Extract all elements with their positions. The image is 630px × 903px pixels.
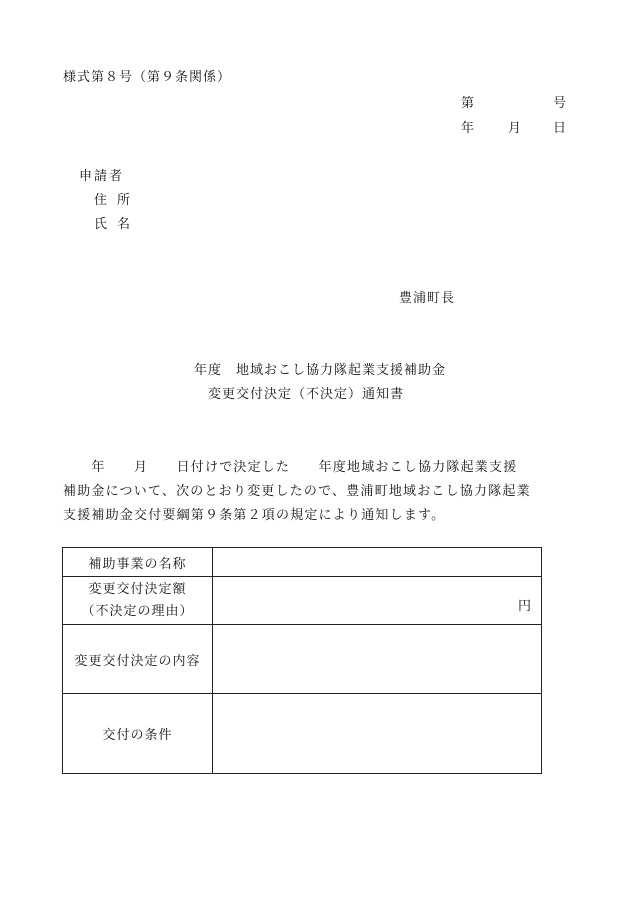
name-label: 氏名	[94, 217, 141, 232]
document-title-line-1: 年度 地域おこし協力隊起業支援補助金	[194, 363, 447, 378]
grant-amount-label	[63, 577, 213, 625]
table-row	[63, 577, 542, 625]
notice-body-line-3: 支援補助金交付要綱第９条第２項の規定により通知します。	[63, 508, 446, 523]
grant-amount-cell[interactable]	[213, 577, 542, 625]
grant-conditions-label: 交付の条件	[63, 694, 213, 774]
form-number: 様式第８号（第９条関係）	[63, 70, 232, 85]
details-table	[62, 547, 542, 774]
grant-amount-label-line-2: （不決定の理由）	[81, 603, 194, 619]
address-label: 住所	[94, 193, 141, 208]
date-month-label: 月	[508, 121, 522, 136]
document-number-prefix: 第	[461, 96, 475, 111]
grant-amount-label-line-1: 変更交付決定額	[88, 581, 187, 597]
table-row	[63, 694, 542, 774]
grant-conditions-cell[interactable]	[213, 694, 542, 774]
applicant-label: 申請者	[79, 169, 125, 184]
issuer-name: 豊浦町長	[399, 291, 456, 306]
table-row	[63, 548, 542, 577]
document-number-suffix: 号	[553, 96, 567, 111]
table-row	[63, 625, 542, 694]
notice-body-line-1: 年 月 日付けで決定した 年度地域おこし協力隊起業支援	[63, 460, 518, 475]
date-year-label: 年	[461, 121, 475, 136]
date-day-label: 日	[553, 121, 567, 136]
yen-unit: 円	[517, 599, 531, 614]
notice-body-line-2: 補助金について、次のとおり変更したので、豊浦町地域おこし協力隊起業	[63, 484, 531, 499]
change-content-label: 変更交付決定の内容	[63, 625, 213, 694]
project-name-cell[interactable]	[213, 548, 542, 577]
document-title-line-2: 変更交付決定（不決定）通知書	[208, 387, 405, 402]
notice-body	[63, 456, 583, 528]
change-content-cell[interactable]	[213, 625, 542, 694]
project-name-label: 補助事業の名称	[63, 548, 213, 577]
